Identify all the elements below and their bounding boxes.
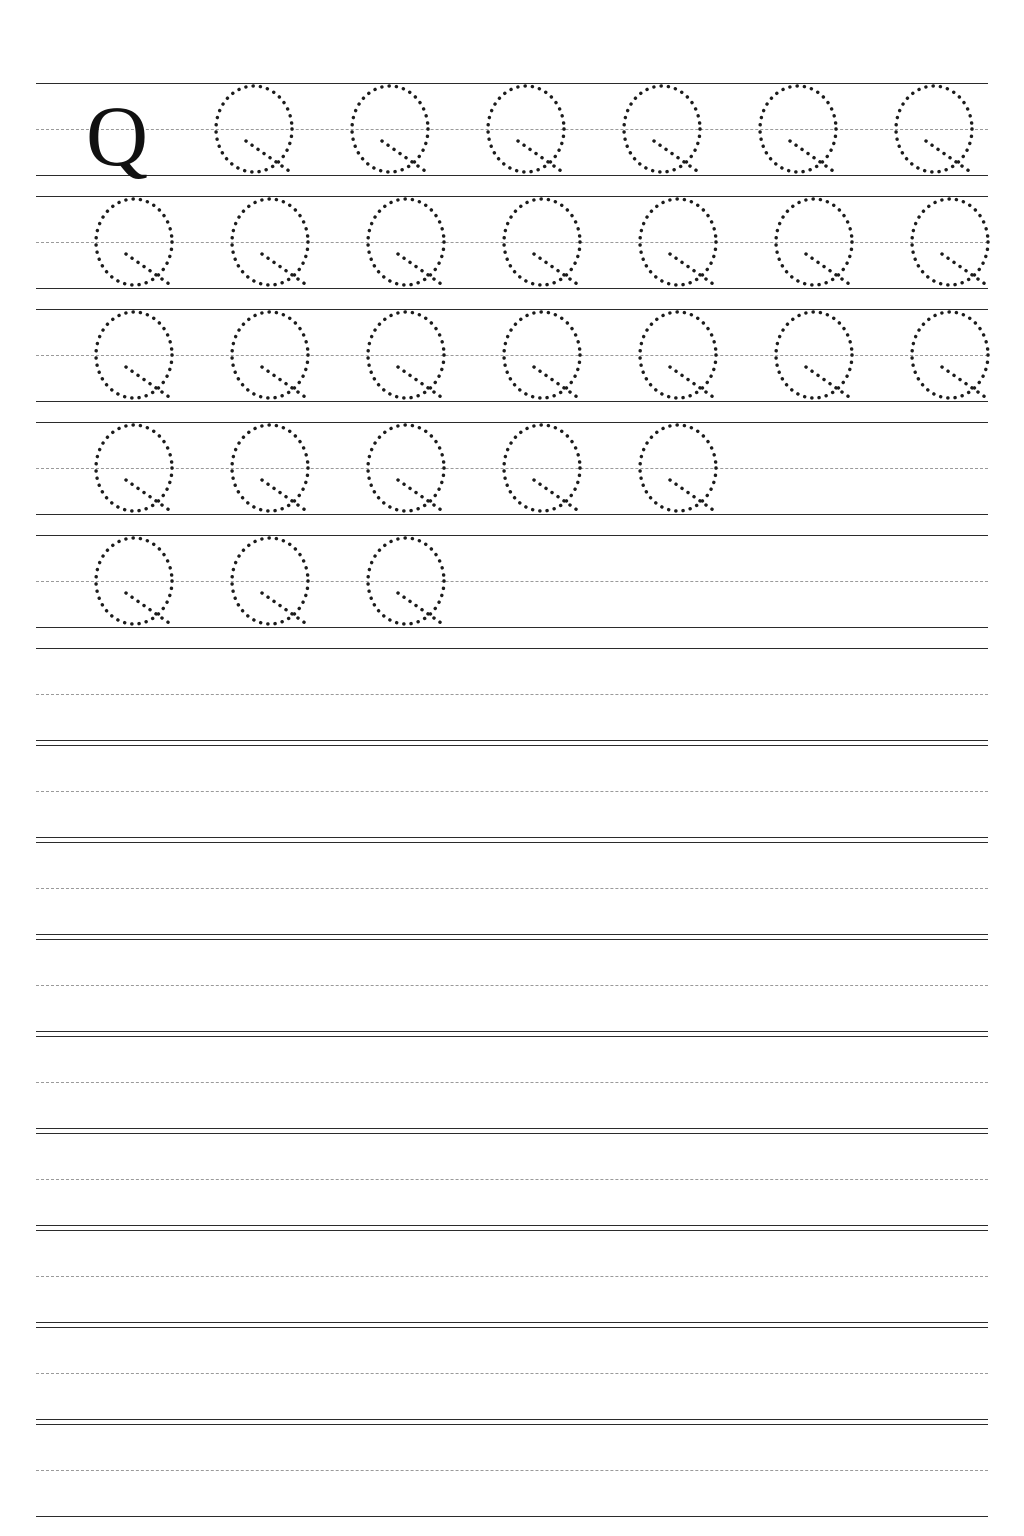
- rule-line-baseline: [36, 1225, 988, 1226]
- rule-line-top: [36, 1133, 988, 1134]
- dotted-letter-q-glyph: [222, 422, 358, 515]
- trace-letter-cell[interactable]: [222, 422, 358, 515]
- practice-row: [36, 309, 988, 402]
- trace-letter-cell[interactable]: [630, 309, 766, 402]
- trace-letter-cell[interactable]: [206, 83, 342, 176]
- dotted-letter-q-glyph: [358, 535, 494, 628]
- trace-glyph-strip: [86, 535, 494, 628]
- practice-row: [36, 422, 988, 515]
- dotted-letter-q-glyph: [630, 196, 766, 289]
- dotted-letter-q-glyph: [630, 309, 766, 402]
- trace-letter-cell[interactable]: [766, 309, 902, 402]
- rule-line-midline-dashed: [36, 1470, 988, 1471]
- trace-letter-cell[interactable]: [358, 535, 494, 628]
- trace-glyph-strip: [86, 309, 1024, 402]
- rule-line-top: [36, 1036, 988, 1037]
- trace-glyph-strip: [86, 422, 766, 515]
- rule-line-baseline: [36, 1419, 988, 1420]
- rule-line-top: [36, 842, 988, 843]
- dotted-letter-q-glyph: [478, 83, 614, 176]
- rule-line-top: [36, 745, 988, 746]
- rule-line-baseline: [36, 934, 988, 935]
- rule-line-top: [36, 939, 988, 940]
- dotted-letter-q-glyph: [750, 83, 886, 176]
- trace-glyph-strip: [86, 196, 1024, 289]
- practice-row: [36, 535, 988, 628]
- rule-line-baseline: [36, 1516, 988, 1517]
- rule-line-midline-dashed: [36, 791, 988, 792]
- dotted-letter-q-glyph: [86, 422, 222, 515]
- blank-practice-row[interactable]: [36, 648, 988, 741]
- trace-letter-cell[interactable]: [358, 309, 494, 402]
- dotted-letter-q-glyph: [86, 535, 222, 628]
- rule-line-midline-dashed: [36, 694, 988, 695]
- trace-letter-cell[interactable]: [902, 309, 1024, 402]
- dotted-letter-q-glyph: [902, 309, 1024, 402]
- blank-practice-row[interactable]: [36, 1327, 988, 1420]
- blank-practice-row[interactable]: [36, 1133, 988, 1226]
- trace-letter-cell[interactable]: [494, 422, 630, 515]
- dotted-letter-q-glyph: [494, 422, 630, 515]
- trace-letter-cell[interactable]: [494, 309, 630, 402]
- blank-practice-row[interactable]: [36, 842, 988, 935]
- practice-row: [36, 83, 988, 184]
- rule-line-midline-dashed: [36, 1373, 988, 1374]
- trace-letter-cell[interactable]: [222, 309, 358, 402]
- trace-glyph-strip: [206, 83, 1022, 176]
- blank-practice-row[interactable]: [36, 1230, 988, 1323]
- rule-line-top: [36, 1424, 988, 1425]
- trace-letter-cell[interactable]: [478, 83, 614, 176]
- blank-practice-row[interactable]: [36, 1036, 988, 1129]
- trace-letter-cell[interactable]: [342, 83, 478, 176]
- rule-line-midline-dashed: [36, 1082, 988, 1083]
- trace-letter-cell[interactable]: [902, 196, 1024, 289]
- rule-line-midline-dashed: [36, 985, 988, 986]
- trace-letter-cell[interactable]: [86, 309, 222, 402]
- dotted-letter-q-glyph: [614, 83, 750, 176]
- dotted-letter-q-glyph: [886, 83, 1022, 176]
- dotted-letter-q-glyph: [222, 535, 358, 628]
- dotted-letter-q-glyph: [630, 422, 766, 515]
- blank-practice-row[interactable]: [36, 939, 988, 1032]
- rule-line-top: [36, 648, 988, 649]
- practice-row: [36, 196, 988, 289]
- blank-practice-row[interactable]: [36, 1424, 988, 1517]
- rule-line-top: [36, 1327, 988, 1328]
- dotted-letter-q-glyph: [494, 309, 630, 402]
- trace-letter-cell[interactable]: [358, 196, 494, 289]
- rule-line-midline-dashed: [36, 888, 988, 889]
- dotted-letter-q-glyph: [766, 196, 902, 289]
- rule-line-baseline: [36, 1128, 988, 1129]
- dotted-letter-q-glyph: [358, 196, 494, 289]
- rule-line-baseline: [36, 837, 988, 838]
- dotted-letter-q-glyph: [358, 422, 494, 515]
- dotted-letter-q-glyph: [222, 309, 358, 402]
- rule-line-midline-dashed: [36, 1276, 988, 1277]
- rule-line-baseline: [36, 740, 988, 741]
- trace-letter-cell[interactable]: [630, 196, 766, 289]
- dotted-letter-q-glyph: [494, 196, 630, 289]
- trace-letter-cell[interactable]: [630, 422, 766, 515]
- rule-line-baseline: [36, 1031, 988, 1032]
- blank-practice-row[interactable]: [36, 745, 988, 838]
- trace-letter-cell[interactable]: [222, 196, 358, 289]
- dotted-letter-q-glyph: [206, 83, 342, 176]
- trace-letter-cell[interactable]: [494, 196, 630, 289]
- dotted-letter-q-glyph: [86, 196, 222, 289]
- dotted-letter-q-glyph: [902, 196, 1024, 289]
- trace-letter-cell[interactable]: [886, 83, 1022, 176]
- trace-letter-cell[interactable]: [766, 196, 902, 289]
- trace-letter-cell[interactable]: [86, 196, 222, 289]
- dotted-letter-q-glyph: [766, 309, 902, 402]
- rule-line-baseline: [36, 1322, 988, 1323]
- trace-letter-cell[interactable]: [358, 422, 494, 515]
- trace-letter-cell[interactable]: [86, 422, 222, 515]
- trace-letter-cell[interactable]: [750, 83, 886, 176]
- trace-letter-cell[interactable]: [614, 83, 750, 176]
- dotted-letter-q-glyph: [222, 196, 358, 289]
- rule-line-midline-dashed: [36, 1179, 988, 1180]
- dotted-letter-q-glyph: [358, 309, 494, 402]
- dotted-letter-q-glyph: [342, 83, 478, 176]
- trace-letter-cell[interactable]: [222, 535, 358, 628]
- rule-line-top: [36, 1230, 988, 1231]
- dotted-letter-q-glyph: [86, 309, 222, 402]
- model-letter-q: Q: [86, 88, 149, 184]
- trace-letter-cell[interactable]: [86, 535, 222, 628]
